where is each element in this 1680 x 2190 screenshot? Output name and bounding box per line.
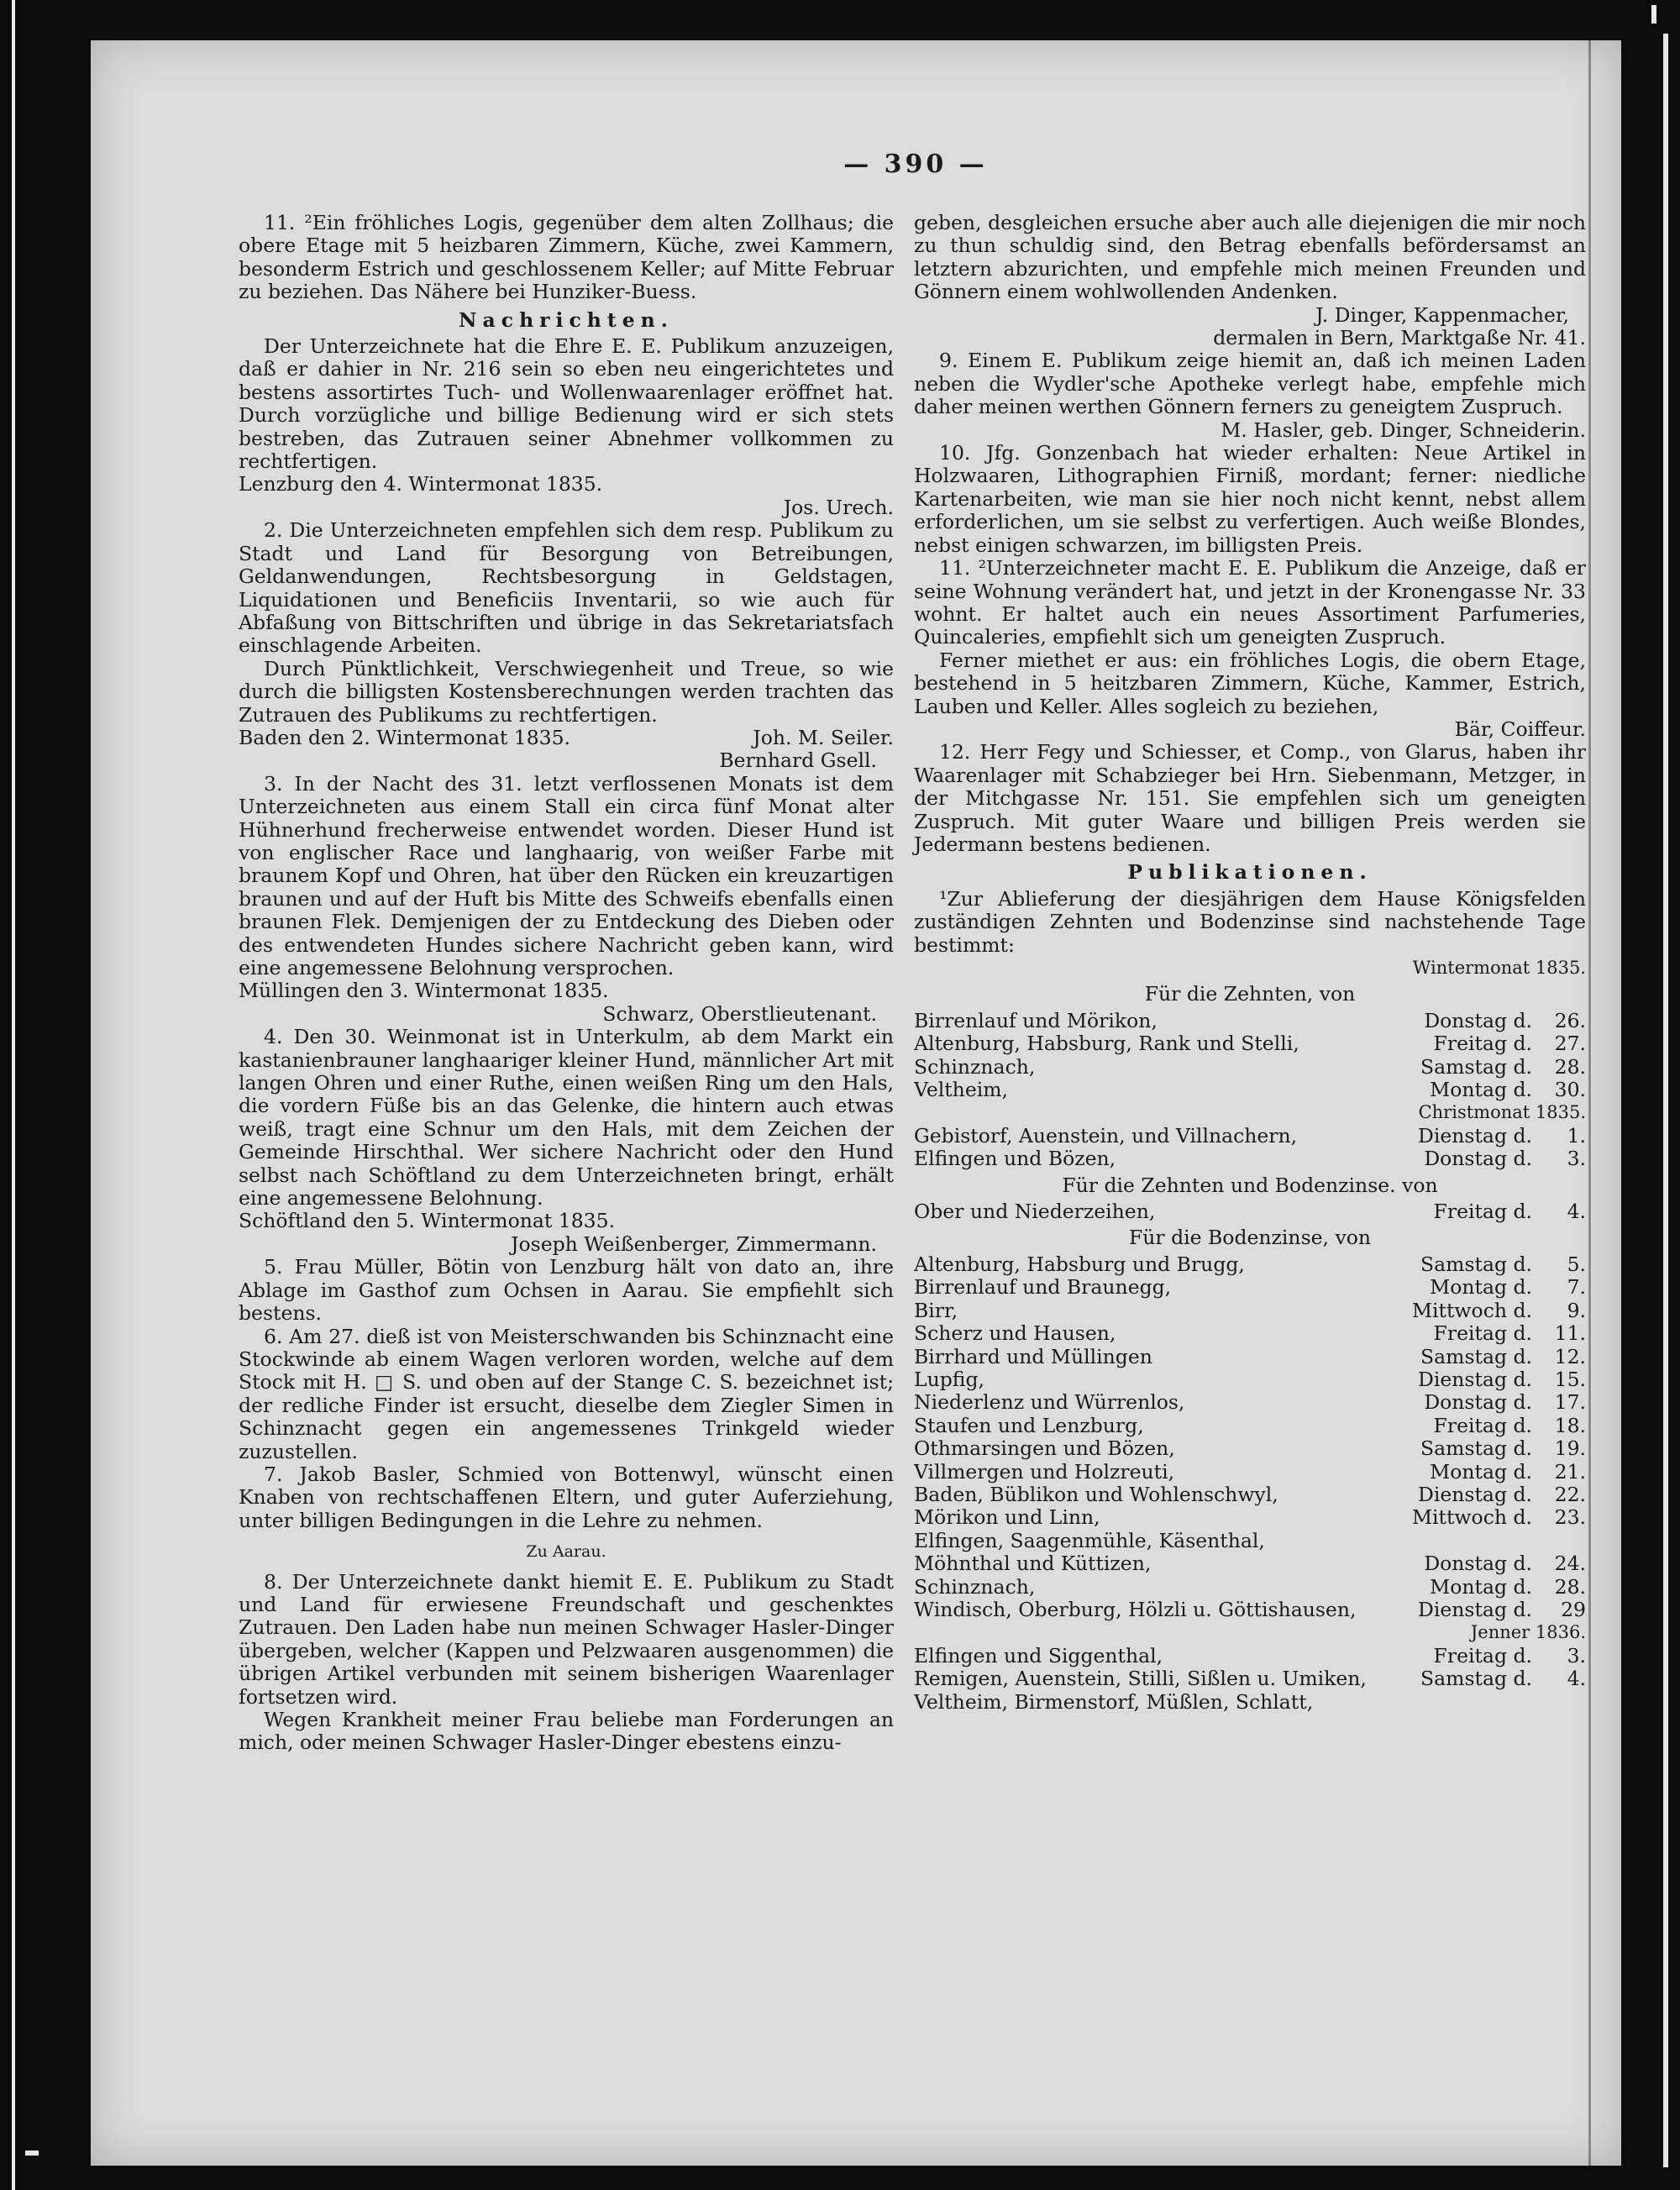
notice-12-text: 12. Herr Fegy und Schiesser, et Comp., von Glarus, haben ihr Waarenlager mit Schabzieger bei Hrn. Siebenmann, Metzger, in der Mitchgasse Nr. 151. Sie empfehlen sich um geneigten Zuspruch. Mit guter Waare und billigen Preis werden sie Jedermann bestens bedienen.: [914, 740, 1586, 856]
schedule-row: [914, 1437, 1586, 1460]
schedule-zehnten-december: [914, 1125, 1586, 1171]
right-column: [914, 212, 1586, 1714]
notice-5-text: 5. Frau Müller, Bötin von Lenzburg hält von dato an, ihre Ablage im Gasthof zum Ochsen in Aarau. Sie empfiehlt sich bestens.: [239, 1255, 894, 1326]
schedule-d-label: [1507, 1691, 1532, 1714]
notice-10-text: 10. Jfg. Gonzenbach hat wieder erhalten: Neue Artikel in Holzwaaren, Lithographien Firniß, mordant; ferner: niedliche Kartenarbeiten, wie man sie hier noch nicht kennt, nebst allem erforderlichen, um sie selbst zu verfertigen. Auch weiße Blondes, nebst einigen schwarzen, im billigsten Preis.: [914, 441, 1586, 557]
schedule-place: Staufen und Lenzburg,: [914, 1414, 1144, 1437]
schedule-zehnten-november: [914, 1010, 1586, 1102]
schedule-weekday: Samstag: [1420, 1252, 1507, 1276]
notice-2-text-continued: Durch Pünktlichkeit, Verschwiegenheit und Treue, so wie durch die billigsten Kostensberechnungen werden trachten das Zutrauen des Publikums zu rechtfertigen.: [239, 656, 894, 727]
schedule-row: [914, 1032, 1586, 1055]
notice-9-signature: M. Hasler, geb. Dinger, Schneiderin.: [1221, 418, 1586, 442]
schedule-weekday: Dienstag: [1418, 1482, 1507, 1506]
schedule-d-label: d.: [1513, 1147, 1532, 1171]
schedule-d-label: d.: [1513, 1597, 1532, 1621]
schedule-d-label: d.: [1513, 1436, 1532, 1461]
schedule-d-label: d.: [1513, 1643, 1532, 1667]
subheading-zu-aarau: Zu Aarau.: [526, 1542, 606, 1562]
schedule-weekday: Montag: [1430, 1459, 1507, 1484]
schedule-weekday: Mittwoch: [1411, 1298, 1507, 1322]
schedule-d-label: d.: [1513, 1252, 1532, 1276]
schedule-date: 4.: [1567, 1200, 1586, 1224]
schedule-weekday: Donstag: [1424, 1552, 1507, 1576]
frame-tick: [1651, 5, 1656, 24]
schedule-weekday: Freitag: [1433, 1643, 1507, 1667]
notice-11-text: 11. ²Unterzeichneter macht E. E. Publikum die Anzeige, daß er seine Wohnung verändert hat, und jetzt in der Kronengasse Nr. 33 wohnt. Er haltet auch ein neues Assortiment Parfumeries, Quincaleries, empfiehlt sich um geneigten Zuspruch.: [914, 556, 1586, 649]
notice-1-place-date: Lenzburg den 4. Wintermonat 1835.: [239, 472, 603, 496]
schedule-place: Birrenlauf und Braunegg,: [914, 1276, 1172, 1300]
schedule-d-label: [1507, 1530, 1532, 1552]
schedule-date: 12.: [1554, 1344, 1586, 1368]
notice-8-continuation: geben, desgleichen ersuche aber auch alle diejenigen die mir noch zu thun schuldig sind, den Betrag ebenfalls befördersamst an letztern abzurichten, und empfehle mich meinen Freunden und Gönnern einem wohlwollenden Andenken.: [914, 211, 1586, 304]
subheading-zehnten-bodenzinse: Für die Zehnten und Bodenzinse. von: [1062, 1173, 1438, 1197]
film-border-left: [0, 0, 15, 2190]
schedule-zehnten-bodenzinse: [914, 1200, 1586, 1223]
schedule-d-label: d.: [1513, 1413, 1532, 1437]
schedule-row: [914, 1322, 1586, 1345]
schedule-row: [914, 1530, 1586, 1552]
schedule-d-label: d.: [1513, 1298, 1532, 1322]
notice-8-text: 8. Der Unterzeichnete dankt hiemit E. E. Publikum zu Stadt und Land für erwiesene Freundschaft und geschenktes Zutrauen. Den Laden habe nun meinen Schwager Hasler-Dinger übergeben, welcher (Kappen und Pelzwaaren ausgenommen) die übrigen Artikel verbunden mit seinem bisherigen Waarenlager fortsetzen wird.: [239, 1569, 894, 1709]
schedule-d-label: d.: [1513, 1321, 1532, 1346]
schedule-weekday: Dienstag: [1418, 1367, 1507, 1391]
schedule-place: Möhnthal und Küttizen,: [914, 1552, 1152, 1576]
schedule-date: 23.: [1554, 1505, 1586, 1530]
notice-8-signature-2: dermalen in Bern, Marktgaße Nr. 41.: [1213, 326, 1586, 350]
schedule-place: Veltheim,: [914, 1079, 1008, 1102]
schedule-place: Niederlenz und Würrenlos,: [914, 1391, 1185, 1415]
schedule-place: Elfingen und Siggenthal,: [914, 1644, 1163, 1667]
schedule-place: Altenburg, Habsburg, Rank und Stelli,: [914, 1032, 1299, 1056]
schedule-d-label: d.: [1513, 1459, 1532, 1484]
schedule-date: [1532, 1530, 1586, 1552]
schedule-weekday: Donstag: [1424, 1008, 1507, 1032]
schedule-date: 24.: [1554, 1552, 1586, 1576]
schedule-row: [914, 1415, 1586, 1437]
schedule-date: 5.: [1567, 1252, 1586, 1276]
month-label-wintermonat: Wintermonat 1835.: [1412, 958, 1586, 978]
schedule-place: Elfingen und Bözen,: [914, 1148, 1116, 1171]
schedule-row: [914, 1148, 1586, 1170]
schedule-row: [914, 1506, 1586, 1529]
schedule-row: [914, 1461, 1586, 1484]
schedule-row: [914, 1368, 1586, 1391]
notice-9-text: 9. Einem E. Publikum zeige hiemit an, daß ich meinen Laden neben die Wydler'sche Apotheke verlegt habe, empfehle mich daher meinen werthen Gönnern ferners zu geneigtem Zuspruch.: [914, 349, 1586, 419]
schedule-d-label: d.: [1513, 1008, 1532, 1032]
notice-3-signature: Schwarz, Oberstlieutenant.: [602, 1001, 877, 1026]
schedule-date: [1532, 1691, 1586, 1714]
schedule-d-label: d.: [1513, 1505, 1532, 1530]
schedule-place: Ober und Niederzeihen,: [914, 1200, 1156, 1224]
schedule-date: 30.: [1554, 1078, 1586, 1102]
schedule-place: Gebistorf, Auenstein, und Villnachern,: [914, 1124, 1298, 1148]
schedule-weekday: Dienstag: [1418, 1123, 1507, 1148]
schedule-weekday: Dienstag: [1418, 1597, 1507, 1621]
schedule-weekday: Montag: [1430, 1574, 1507, 1599]
schedule-row: [914, 1599, 1586, 1621]
subheading-bodenzinse: Für die Bodenzinse, von: [1128, 1226, 1372, 1250]
notice-3-place-date: Müllingen den 3. Wintermonat 1835.: [239, 979, 609, 1003]
schedule-date: 4.: [1567, 1667, 1586, 1691]
schedule-d-label: d.: [1513, 1200, 1532, 1224]
schedule-place: Schinznach,: [914, 1055, 1036, 1079]
schedule-d-label: d.: [1513, 1123, 1532, 1148]
schedule-d-label: d.: [1513, 1667, 1532, 1691]
notice-1-text: Der Unterzeichnete hat die Ehre E. E. Publikum anzuzeigen, daß er dahier in Nr. 216 sein so eben neu eingerichtetes und bestens assortirtes Tuch- und Wollenwaarenlager eröffnet hat. Durch vorzügliche und billige Bedienung wird er sich stets bestreben, das Zutrauen seiner Abnehmer vollkommen zu rechtfertigen.: [239, 334, 894, 474]
notice-3-text: 3. In der Nacht des 31. letzt verflossenen Monats ist dem Unterzeichneten aus einem Stall ein circa fünf Monat alter Hühnerhund frecherweise entwendet worden. Dieser Hund ist von englischer Race und langhaarig, von weißer Farbe mit braunem Kopf und Ohren, hat über den Rücken ein kreuzartigen braunen und auf der Huft bis Mitte des Schweifs ebenfalls einen braunen Flek. Demjenigen der zu Entdeckung des Dieben oder des entwendeten Hundes sichere Nachricht geben kann, wird eine angemessene Belohnung versprochen.: [239, 771, 894, 979]
schedule-row: [914, 1667, 1586, 1690]
notice-11-text-continued: Ferner miethet er aus: ein fröhliches Logis, die obern Etage, bestehend in 5 heitzbaren Zimmern, Küche, Kammer, Estrich, Lauben und Keller. Alles sogleich zu beziehen,: [914, 648, 1586, 718]
page-number: — 390 —: [843, 150, 988, 179]
schedule-weekday: Freitag: [1433, 1032, 1507, 1056]
notice-6-text: 6. Am 27. dieß ist von Meisterschwanden bis Schinznacht eine Stockwinde ab einem Wagen verloren worden, welche auf dem Stock mit H. □ S. und oben auf der Stange C. S. bezeichnet ist; der redliche Finder ist ersucht, dieselbe dem Ziegler Simen in Schinznacht gegen ein angemessenes Trinkgeld wieder zuzustellen.: [239, 1324, 894, 1463]
schedule-place: Schinznach,: [914, 1575, 1036, 1599]
schedule-row: [914, 1125, 1586, 1148]
schedule-row: [914, 1645, 1586, 1667]
notice-11-logis: 11. ²Ein fröhliches Logis, gegenüber dem alten Zollhaus; die obere Etage mit 5 heizbaren Zimmern, Küche, zwei Kammern, besonderm Estrich und geschlossenem Keller; auf Mitte Februar zu beziehen. Das Nähere bei Hunziker-Buess.: [239, 211, 894, 304]
schedule-place: Scherz und Hausen,: [914, 1322, 1116, 1346]
schedule-date: 28.: [1554, 1574, 1586, 1599]
schedule-weekday: Samstag: [1420, 1436, 1507, 1461]
schedule-place: Birr,: [914, 1299, 958, 1322]
schedule-place: Baden, Büblikon und Wohlenschwyl,: [914, 1483, 1278, 1506]
schedule-weekday: [1381, 1691, 1507, 1714]
subheading-zehnten: Für die Zehnten, von: [1144, 982, 1356, 1006]
notice-2-text: 2. Die Unterzeichneten empfehlen sich dem resp. Publikum zu Stadt und Land für Besorgung von Betreibungen, Geldanwendungen, Rechtsbesorgung in Geldstagen, Liquidationen und Beneficiis Inventarii, so wie auch für Abfaßung von Bittschriften und übrige in das Sekretariatsfach einschlagende Arbeiten.: [239, 518, 894, 658]
schedule-place: Veltheim, Birmenstorf, Müßlen, Schlatt,: [914, 1690, 1314, 1714]
schedule-row: [914, 1552, 1586, 1575]
schedule-place: Lupfig,: [914, 1368, 984, 1391]
notice-8-signature-1: J. Dinger, Kappenmacher,: [1315, 302, 1569, 327]
schedule-date: 9.: [1567, 1298, 1586, 1322]
schedule-date: 19.: [1554, 1436, 1586, 1461]
schedule-d-label: d.: [1513, 1275, 1532, 1300]
schedule-weekday: Freitag: [1433, 1200, 1507, 1224]
schedule-date: 15.: [1554, 1367, 1586, 1391]
schedule-weekday: Donstag: [1424, 1390, 1507, 1415]
section-heading-publikationen: Publikationen.: [1127, 860, 1373, 885]
schedule-weekday: Donstag: [1424, 1147, 1507, 1171]
schedule-d-label: d.: [1513, 1054, 1532, 1079]
schedule-row: [914, 1010, 1586, 1032]
notice-7-text: 7. Jakob Basler, Schmied von Bottenwyl, wünscht einen Knaben von rechtschaffenen Eltern, und guter Auferziehung, unter billigen Bedingungen in die Lehre zu nehmen.: [239, 1462, 894, 1532]
schedule-place: Othmarsingen und Bözen,: [914, 1437, 1175, 1461]
schedule-d-label: d.: [1513, 1552, 1532, 1576]
schedule-bodenzinse: [914, 1253, 1586, 1622]
publication-intro: ¹Zur Ablieferung der diesjährigen dem Hause Königsfelden zuständigen Zehnten und Bodenzinse sind nachstehende Tage bestimmt:: [914, 886, 1586, 957]
schedule-row: [914, 1691, 1586, 1714]
schedule-january: [914, 1645, 1586, 1714]
schedule-date: 29: [1561, 1597, 1586, 1621]
notice-1-signature: Jos. Urech.: [783, 495, 894, 519]
notice-2-place-signature: [239, 727, 894, 749]
schedule-date: 26.: [1554, 1008, 1586, 1032]
schedule-date: 22.: [1554, 1482, 1586, 1506]
schedule-place: Birrenlauf und Mörikon,: [914, 1009, 1158, 1032]
schedule-date: 18.: [1554, 1413, 1586, 1437]
schedule-weekday: Mittwoch: [1411, 1505, 1507, 1530]
schedule-d-label: d.: [1513, 1032, 1532, 1056]
schedule-date: 17.: [1554, 1390, 1586, 1415]
schedule-place: Remigen, Auenstein, Stilli, Sißlen u. Umiken,: [914, 1667, 1367, 1691]
schedule-d-label: d.: [1513, 1390, 1532, 1415]
schedule-date: 27.: [1554, 1032, 1586, 1056]
schedule-weekday: [1381, 1530, 1507, 1552]
schedule-row: [914, 1200, 1586, 1223]
schedule-row: [914, 1391, 1586, 1414]
schedule-place: Villmergen und Holzreuti,: [914, 1460, 1175, 1484]
notice-2-signature-1: Joh. M. Seiler.: [753, 725, 894, 749]
schedule-weekday: Freitag: [1433, 1413, 1507, 1437]
notice-2-place-date: Baden den 2. Wintermonat 1835.: [239, 726, 571, 749]
schedule-weekday: Samstag: [1420, 1344, 1507, 1368]
schedule-row: [914, 1576, 1586, 1599]
notice-8-text-continued: Wegen Krankheit meiner Frau beliebe man Forderungen an mich, oder meinen Schwager Hasler-Dinger ebestens einzu-: [239, 1708, 894, 1755]
schedule-place: Altenburg, Habsburg und Brugg,: [914, 1253, 1245, 1276]
month-label-jenner: Jenner 1836.: [1470, 1622, 1586, 1643]
schedule-date: 3.: [1567, 1643, 1586, 1667]
schedule-weekday: Montag: [1430, 1078, 1507, 1102]
schedule-row: [914, 1079, 1586, 1101]
schedule-date: 28.: [1554, 1054, 1586, 1079]
schedule-place: Elfingen, Saagenmühle, Käsenthal,: [914, 1529, 1265, 1552]
notice-4-signature: Joseph Weißenberger, Zimmermann.: [511, 1232, 877, 1256]
schedule-d-label: d.: [1513, 1367, 1532, 1391]
frame-tick: [25, 2151, 39, 2156]
schedule-date: 1.: [1567, 1123, 1586, 1148]
schedule-row: [914, 1346, 1586, 1368]
schedule-row: [914, 1056, 1586, 1079]
schedule-d-label: d.: [1513, 1574, 1532, 1599]
schedule-weekday: Montag: [1430, 1275, 1507, 1300]
notice-4-text: 4. Den 30. Weinmonat ist in Unterkulm, ab dem Markt ein kastanienbrauner langhaariger kleiner Hund, männlicher Art mit langen Ohren und einer Ruthe, einen weißen Ring um den Hals, die vordern Füße bis an das Gelenke, die hintern auch etwas weiß, tragt eine Schnur um den Hals, mit dem Zeichen der Gemeinde Hirschthal. Wer sichere Nachricht oder den Hund selbst nach Schöftland zu dem Unterzeichneten bringt, erhält eine angemessene Belohnung.: [239, 1025, 894, 1211]
schedule-date: 11.: [1554, 1321, 1586, 1346]
schedule-place: Windisch, Oberburg, Hölzli u. Göttishausen,: [914, 1598, 1357, 1621]
schedule-place: Mörikon und Linn,: [914, 1506, 1100, 1530]
film-border-right: [1663, 34, 1668, 2167]
schedule-date: 3.: [1567, 1147, 1586, 1171]
schedule-place: Birrhard und Müllingen: [914, 1345, 1152, 1368]
notice-11-signature: Bär, Coiffeur.: [1454, 717, 1586, 741]
schedule-weekday: Samstag: [1420, 1667, 1507, 1691]
schedule-weekday: Samstag: [1420, 1054, 1507, 1079]
schedule-row: [914, 1300, 1586, 1322]
schedule-d-label: d.: [1513, 1344, 1532, 1368]
notice-4-place-date: Schöftland den 5. Wintermonat 1835.: [239, 1209, 616, 1233]
schedule-d-label: d.: [1513, 1482, 1532, 1506]
section-heading-nachrichten: Nachrichten.: [459, 307, 674, 332]
schedule-date: 21.: [1554, 1459, 1586, 1484]
schedule-weekday: Freitag: [1433, 1321, 1507, 1346]
schedule-row: [914, 1484, 1586, 1506]
schedule-date: 7.: [1567, 1275, 1586, 1300]
month-label-christmonat: Christmonat 1835.: [1418, 1102, 1586, 1123]
left-column: [239, 212, 894, 1755]
schedule-row: [914, 1253, 1586, 1276]
notice-2-signature-2: Bernhard Gsell.: [719, 748, 877, 773]
schedule-row: [914, 1276, 1586, 1299]
schedule-d-label: d.: [1513, 1078, 1532, 1102]
